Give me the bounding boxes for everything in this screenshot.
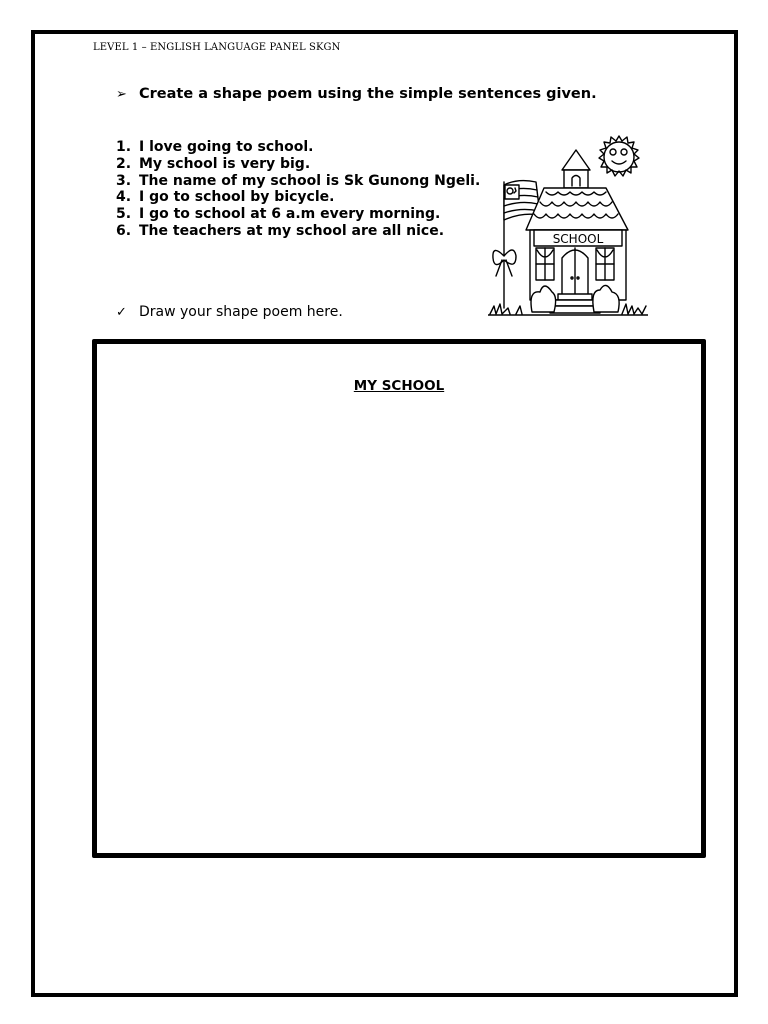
draw-prompt-text: Draw your shape poem here.	[139, 304, 343, 320]
checkmark-icon: ✓	[116, 304, 127, 320]
list-item	[116, 156, 480, 173]
list-text: I go to school by bicycle.	[139, 189, 335, 206]
list-text: The teachers at my school are all nice.	[139, 222, 445, 239]
list-number: 1.	[116, 139, 132, 155]
list-item	[116, 189, 480, 206]
list-number: 2.	[116, 155, 132, 172]
list-item	[116, 223, 480, 240]
arrow-bullet-icon: ➢	[116, 86, 127, 102]
school-house-illustration-icon	[488, 130, 648, 322]
list-number: 4.	[116, 189, 132, 206]
list-text: My school is very big.	[139, 155, 311, 172]
list-text: I go to school at 6 a.m every morning.	[139, 206, 441, 223]
draw-prompt	[116, 304, 343, 320]
sentence-list	[116, 139, 480, 240]
list-text: I love going to school.	[139, 139, 314, 155]
instruction	[116, 86, 597, 102]
list-number: 5.	[116, 206, 132, 223]
list-text: The name of my school is Sk Gunong Ngeli.	[139, 172, 481, 189]
school-sign-text: SCHOOL	[552, 232, 604, 246]
list-item	[116, 206, 480, 223]
list-item	[116, 173, 480, 190]
list-number: 6.	[116, 222, 132, 239]
page-header: LEVEL 1 – ENGLISH LANGUAGE PANEL SKGN	[93, 42, 341, 53]
list-item	[116, 139, 480, 156]
list-number: 3.	[116, 172, 132, 189]
poem-title: MY SCHOOL	[353, 378, 445, 394]
instruction-text: Create a shape poem using the simple sentences given.	[139, 86, 597, 102]
poem-drawing-area[interactable]	[92, 339, 706, 858]
sun-icon	[599, 136, 639, 176]
